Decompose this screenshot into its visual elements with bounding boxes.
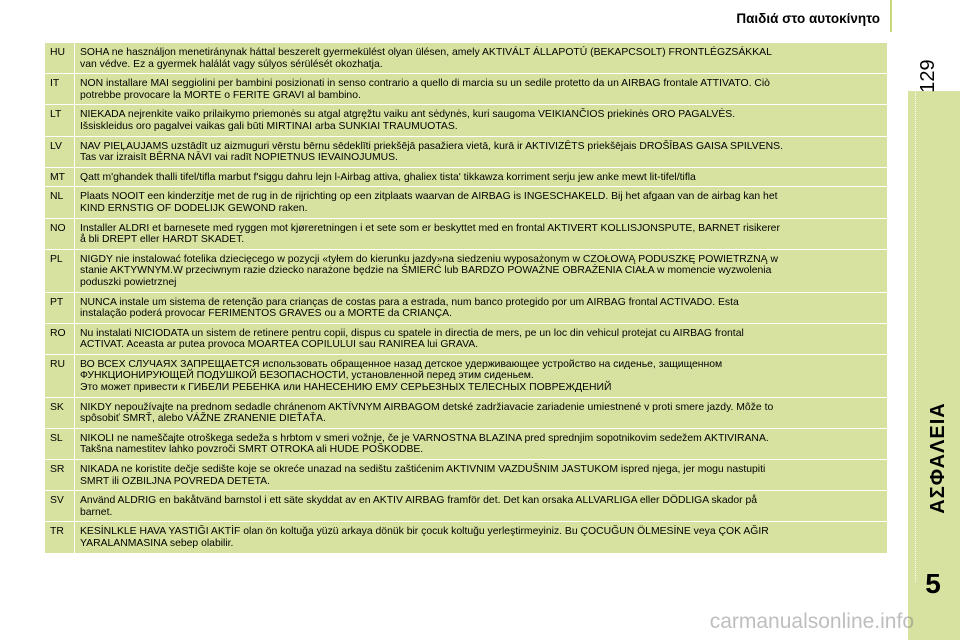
warning-text: Nu instalati NICIODATA un sistem de retinere pentru copii, dispus cu spatele in directia de mers, pe un loc din vehicul protejat cu AIRBAG frontal ACTIVAT. Aceasta ar putea provoca MOARTEA COPILULUI sau RANIREA lui GRAVA. [75,323,888,354]
language-code: MT [45,167,75,187]
page-number: 129 [916,59,939,93]
language-code: IT [45,74,75,105]
language-code: SL [45,428,75,459]
header-divider [890,0,892,32]
language-code: RU [45,354,75,397]
warning-row-ru [45,354,888,397]
language-code: SV [45,491,75,522]
language-code: SK [45,397,75,428]
warning-row-tr [45,522,888,553]
section-label: ΑΣΦΑΛΕΙΑ [926,402,949,514]
warning-row-sl [45,428,888,459]
warning-text: NIKADA ne koristite dečje sedište koje se okreće unazad na sedištu zaštićenim AKTIVNIM VAZDUŠNIM JASTUKOM ispred njega, jer mogu nastupiti SMRT ili OZBILJNA POVREDA DETETA. [75,460,888,491]
warning-text: NON installare MAI seggiolini per bambini posizionati in senso contrario a quello di marcia su un sedile protetto da un AIRBAG frontale ATTIVATO. Ciò potrebbe provocare la MORTE o FERITE GRAVI al bambino. [75,74,888,105]
language-code: HU [45,43,75,74]
language-code: TR [45,522,75,553]
warning-text: SOHA ne használjon menetiránynak háttal beszerelt gyermekülést olyan ülésen, amely AKTIVÁLT ÁLLAPOTÚ (BEKAPCSOLT) FRONTLÉGZSÁKKAL van védve. Ez a gyermek halálát vagy súlyos sérülését okozhatja. [75,43,888,74]
warning-row-mt [45,167,888,187]
warning-text: Installer ALDRI et barnesete med ryggen mot kjøreretningen i et sete som er beskyttet med en frontal AKTIVERT KOLLISJONSPUTE, BARNET risikerer å bli DREPT eller HARDT SKADET. [75,218,888,249]
language-code: LV [45,136,75,167]
warning-row-nl [45,187,888,218]
warning-text: NIEKADA nejrenkite vaiko prilaikymo priemonės su atgal atgręžtu vaiku ant sėdynės, kuri saugoma VEIKIANČIOS priekinės ORO PAGALVĖS. Išsiskleidus oro pagalvei vaikas gali būti MIRTINAI arba SUNKIAI TRAUMUOTAS. [75,105,888,136]
warning-row-lt [45,105,888,136]
language-code: NO [45,218,75,249]
chapter-number: 5 [925,568,941,599]
warning-row-sv [45,491,888,522]
warning-text: KESİNLKLE HAVA YASTIĞI AKTİF olan ön koltuğa yüzü arkaya dönük bir çocuk koltuğu yerleştirmeyiniz. Bu ÇOCUĞUN ÖLMESİNE veya ÇOK AĞIR YARALANMASINA sebep olabilir. [75,522,888,553]
warning-row-sr [45,460,888,491]
language-code: LT [45,105,75,136]
warnings-table-body [45,43,888,554]
side-tab-divider [915,91,916,582]
warning-text: NIGDY nie instalować fotelika dziecięcego w pozycji «tyłem do kierunku jazdy»na siedzeniu wyposażonym w CZOŁOWĄ PODUSZKĘ POWIETRZNĄ w stanie AKTYWNYM.W przeciwnym razie dziecko narażone będzie na ŚMIERĆ lub BARDZO POWAŻNE OBRAŻENIA CIAŁA w momencie wyzwolenia poduszki powietrznej [75,249,888,292]
language-code: PT [45,292,75,323]
warning-text: NAV PIEĻAUJAMS uzstādīt uz aizmuguri vērstu bērnu sēdeklīti priekšējā pasažiera vietā, kurā ir AKTIVIZĒTS priekšējais DROŠĪBAS GAISA SPILVENS. Tas var izraisīt BĒRNA NĀVI vai radīt NOPIETNUS IEVAINOJUMUS. [75,136,888,167]
airbag-warnings-table [44,42,888,554]
warning-text: Qatt m'ghandek thalli tifel/tifla marbut f'siggu dahru lejn l-Airbag attiva, ghaliex tista' tikkawza korriment serju jew anke mewt lit-tifel/tifla [75,167,888,187]
warning-row-pl [45,249,888,292]
warning-text: NUNCA instale um sistema de retenção para crianças de costas para a estrada, num banco protegido por um AIRBAG frontal ACTIVADO. Esta instalação poderá provocar FERIMENTOS GRAVES ou a MORTE da CRIANÇA. [75,292,888,323]
warning-text: Använd ALDRIG en bakåtvänd barnstol i ett säte skyddat av en AKTIV AIRBAG framför det. Det kan orsaka ALLVARLIGA eller DÖDLIGA skador på barnet. [75,491,888,522]
warning-text: NIKOLI ne nameščajte otroškega sedeža s hrbtom v smeri vožnje, če je VARNOSTNA BLAZINA pred sprednjim sopotnikovim sedežem AKTIVIRANA. Takšna namestitev lahko povzroči SMRT OTROKA ali HUDE POŠKODBE. [75,428,888,459]
warning-row-pt [45,292,888,323]
warning-text: NIKDY nepoužívajte na prednom sedadle chránenom AKTÍVNYM AIRBAGOM detské zadržiavacie zariadenie umiestnené v proti smere jazdy. Môže to spôsobiť SMRŤ, alebo VÁŽNE ZRANENIE DIEŤAŤA. [75,397,888,428]
language-code: RO [45,323,75,354]
watermark: carmanualsonline.info [709,610,914,633]
language-code: NL [45,187,75,218]
warning-row-no [45,218,888,249]
warning-row-lv [45,136,888,167]
language-code: SR [45,460,75,491]
language-code: PL [45,249,75,292]
warning-row-ro [45,323,888,354]
warning-row-hu [45,43,888,74]
warning-text: Plaats NOOIT een kinderzitje met de rug in de rijrichting op een zitplaats waarvan de AIRBAG is INGESCHAKELD. Bij het afgaan van de airbag kan het KIND ERNSTIG OF DODELIJK GEWOND raken. [75,187,888,218]
warning-row-sk [45,397,888,428]
warning-row-it [45,74,888,105]
warning-text: ВО ВСЕХ СЛУЧАЯХ ЗАПРЕЩАЕТСЯ использовать обращенное назад детское удерживающее устройство на сиденье, защищенном ФУНКЦИОНИРУЮЩЕЙ ПОДУШКОЙ БЕЗОПАСНОСТИ, установленной перед этим сиденьем. Это может привести к ГИБЕЛИ РЕБЕНКА или НАНЕСЕНИЮ ЕМУ СЕРЬЕЗНЫХ ТЕЛЕСНЫХ ПОВРЕЖДЕНИЙ [75,354,888,397]
page-header-title: Παιδιά στο αυτοκίνητο [736,11,880,26]
